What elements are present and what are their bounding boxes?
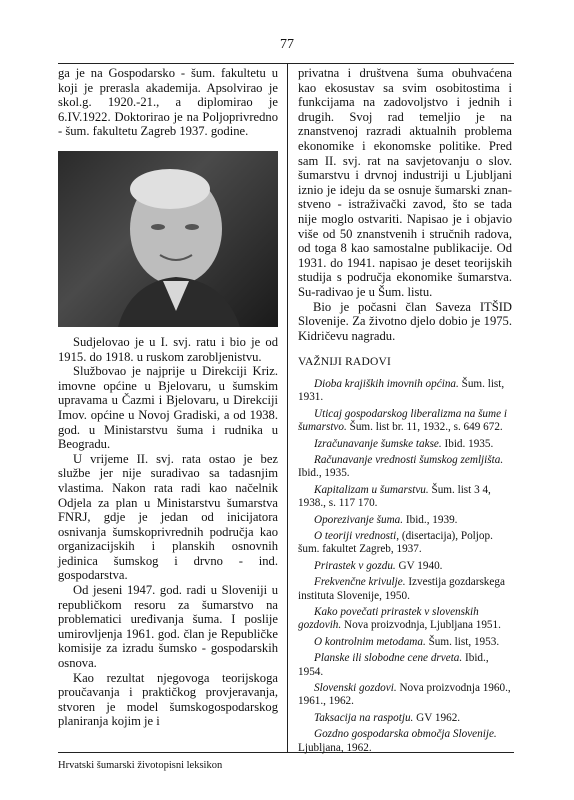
work-title: Uticaj gospodarskog liberalizma na šume i šumarstvo.: [298, 407, 507, 434]
work-citation: Ibid., 1939.: [403, 513, 458, 526]
ww2-paragraph: U vrijeme II. svj. rata ostao je bez službe jer nije suradivao sa tadasnjim vlastima. Nakon rata radi kao načelnik Odjela za plan u Ministarstvu šumarstva FNRJ, gdje je jedan od inicijatora osnivanja šumskoprivrednih područja kao organizacijskih i planskih osnovnih jedinica šumskog i drvno - ind. gospodarstva.: [58, 451, 278, 583]
header-rule: [58, 63, 514, 64]
continuation-paragraph: privatna i društvena šuma obuhvaćena kao ekosustav sa svim osobitostima i funkcijama na zadovoljstvo i jednih i drugih. Svoj rad temeljio je na znanstvenoj razradi aktualnih problema ekonomike i ekonomske politike. Pred sam II. svj. rat na savjetovanju o slov. šumarstvu i drvnoj industriji u Ljubljani iznio je ideju da se osnuje šumarski znan-stveno - istraživački zavod, što se tada nije moglo ostvariti. Napisao je i objavio više od 50 znanstvenih i stručnih radova, od toga 8 kao samostalne publikacije. Od 1931. do 1941. napisao je deset teorijskih studija s područja ekonomike šumarstva. Su-radivao je u Šum. listu.: [298, 66, 512, 299]
work-title: O teoriji vrednosti,: [314, 529, 400, 542]
work-citation: Šum. list, 1953.: [425, 635, 500, 648]
page-number: 77: [280, 37, 294, 52]
wartime-paragraph: Sudjelovao je u I. svj. ratu i bio je od 1915. do 1918. u ruskom zarobljenistvu.: [58, 334, 278, 364]
work-citation: Izvestija gozdarskega instituta Slovenije, 1950.: [298, 576, 505, 602]
work-item: [298, 514, 512, 527]
portrait-photo: [58, 151, 278, 327]
honors-paragraph: Bio je počasni član Saveza ITŠID Slovenije. Za životno djelo dobio je 1975. Kidričevu nagradu.: [298, 299, 512, 343]
right-column: [298, 66, 512, 758]
work-item: [298, 606, 512, 633]
work-citation: Šum. list br. 11, 1932., s. 649 672.: [346, 421, 503, 434]
work-item: [298, 484, 512, 511]
slovenia-paragraph: Od jeseni 1947. god. radi u Sloveniji u republičkom resoru za šumarstvo na problematici uređivanja šuma. I poslije umirovljenja 1961. god. član je Republičke komisije za izradu šumsko - gospodarskih osnova.: [58, 583, 278, 671]
work-title: Oporezivanje šuma.: [314, 513, 404, 526]
work-title: Slovenski gozdovi.: [314, 682, 397, 694]
work-title: Kako povečati prirastek v slovenskih gozdovih.: [298, 605, 479, 632]
work-item: [298, 438, 512, 451]
work-item: [298, 712, 512, 725]
work-item: [298, 378, 512, 405]
left-column: [58, 66, 278, 729]
work-title: O kontrolnim metodama.: [314, 635, 426, 648]
works-heading: VAŽNIJI RADOVI: [298, 356, 391, 369]
work-item: [298, 576, 512, 603]
column-divider: [287, 63, 288, 752]
work-citation: Ljubljana, 1962.: [298, 741, 372, 754]
work-title: Prirastek v gozdu.: [314, 559, 396, 572]
work-title: Frekvenčne krivulje.: [314, 576, 406, 589]
work-title: Planske ili slobodne cene drveta.: [314, 652, 463, 665]
work-citation: Nova proizvodnja, Ljubljana 1951.: [341, 619, 501, 632]
result-paragraph: Kao rezultat njegovoga teorijskoga proučavanja i praktičkog provjeravanja, stvoren je model šumskogospodarskog planiranja kojim je i: [58, 670, 278, 729]
work-title: Gozdno gospodarska območja Slovenije.: [314, 728, 497, 741]
work-citation: Ibid., 1935.: [298, 467, 350, 480]
work-citation: (disertacija), Poljop. šum. fakultet Zagreb, 1937.: [298, 529, 493, 556]
work-citation: Ibid. 1935.: [441, 437, 494, 450]
work-title: Taksacija na raspotju.: [314, 711, 414, 724]
portrait-figure: [58, 151, 278, 327]
footer-rule: [58, 752, 514, 753]
work-citation: Šum. list, 1931.: [298, 377, 505, 404]
work-title: Izračunavanje šumske takse.: [314, 437, 442, 450]
work-citation: Šum. list 3 4, 1938., s. 117 170.: [298, 483, 491, 510]
work-title: Računavanje vrednosti šumskog zemljišta.: [314, 453, 504, 466]
work-item: [298, 728, 512, 755]
work-title: Kapitalizam u šumarstvu.: [314, 483, 429, 496]
footer-text: Hrvatski šumarski životopisni leksikon: [58, 760, 223, 771]
work-item: [298, 530, 512, 557]
works-list: [298, 378, 512, 755]
career-paragraph: Službovao je najprije u Direkciji Kriz. imovne općine u Bjelovaru, u šumskim upravama u Čazmi i Bjelovaru, u Direkciji Imov. općine u Novoj Gradiski, a od 1938. god. u Ministarstvu šuma i rudnika u Beogradu.: [58, 364, 278, 452]
intro-paragraph: ga je na Gospodarsko - šum. fakultetu u koji je prerasla akademija. Apsolvirao je skol.g. 1920.-21., a diplomirao je 6.IV.1922. Doktorirao je na Poljoprivredno - šum. fakultetu Zagreb 1937. godine.: [58, 66, 278, 139]
work-item: [298, 682, 512, 709]
work-item: [298, 408, 512, 435]
work-item: [298, 454, 512, 481]
work-item: [298, 652, 512, 679]
work-citation: Nova proizvodnja 1960., 1961., 1962.: [298, 682, 511, 708]
work-item: [298, 560, 512, 573]
work-citation: Ibid., 1954.: [298, 652, 489, 678]
work-citation: GV 1940.: [395, 559, 443, 572]
work-title: Dioba krajiških imovnih općina.: [314, 377, 459, 390]
work-item: [298, 636, 512, 649]
work-citation: GV 1962.: [413, 711, 461, 724]
